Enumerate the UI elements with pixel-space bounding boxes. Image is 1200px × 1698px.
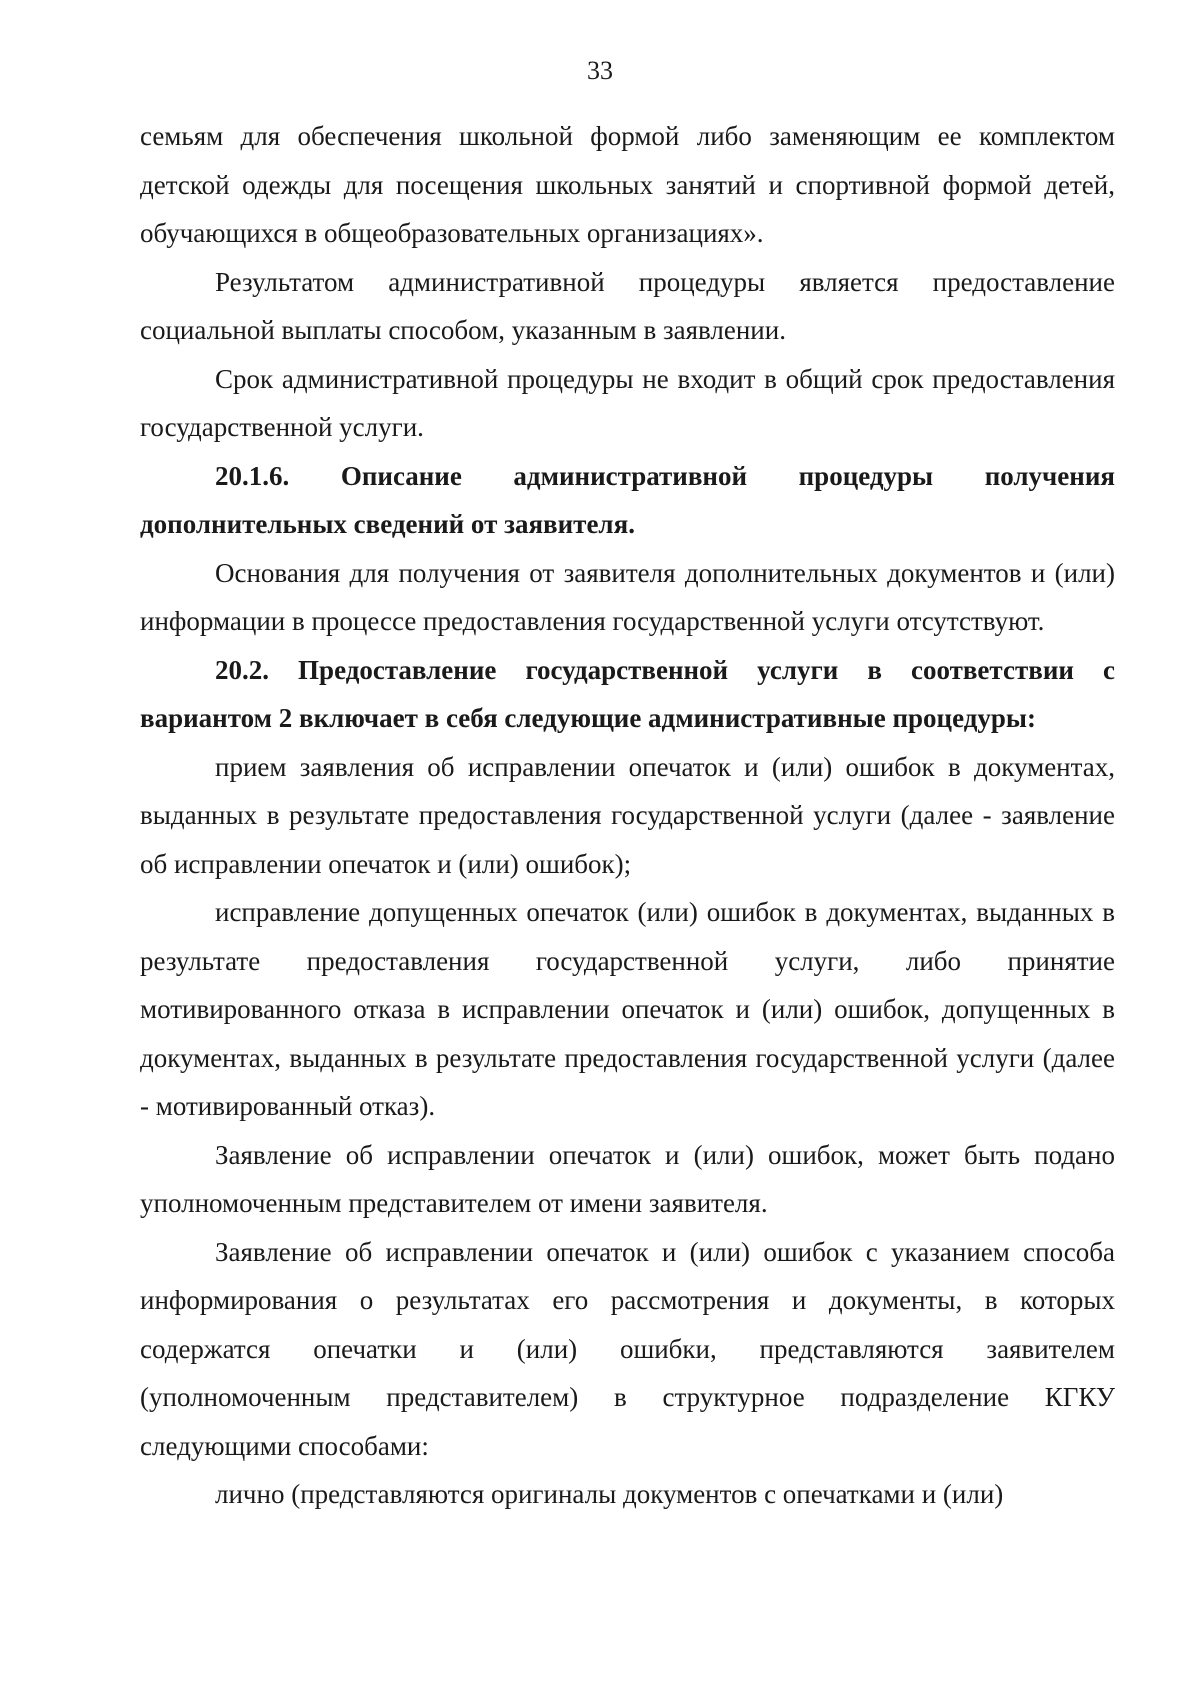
list-item-correction: исправление допущенных опечаток (или) ошибок в документах, выданных в результате предоставления государственной услуги, либо принятие мотивированного отказа в исправлении опечаток и (или) ошибок, допущенных в документах, выданных в результате предоставления государственной услуги (далее - мотивированный отказ). bbox=[140, 897, 1115, 1121]
paragraph-grounds: Основания для получения от заявителя дополнительных документов и (или) информации в процессе предоставления государственной услуги отсутствуют. bbox=[140, 557, 1115, 636]
paragraph-continuation: семьям для обеспечения школьной формой либо заменяющим ее комплектом детской одежды для посещения школьных занятий и спортивной формой детей, обучающихся в общеобразовательных организациях». bbox=[140, 121, 1115, 248]
section-heading-20-2: 20.2. Предоставление государственной услуги в соответствии с вариантом 2 включает в себя следующие административные процедуры: bbox=[140, 654, 1115, 733]
document-body bbox=[140, 112, 1115, 1519]
paragraph-submission: Заявление об исправлении опечаток и (или) ошибок с указанием способа информирования о результатах его рассмотрения и документы, в которых содержатся опечатки и (или) ошибки, представляются заявителем (уполномоченным представителем) в структурное подразделение КГКУ следующими способами: bbox=[140, 1236, 1115, 1461]
paragraph-in-person: лично (представляются оригиналы документов с опечатками и (или) bbox=[215, 1479, 1004, 1509]
paragraph-representative: Заявление об исправлении опечаток и (или) ошибок, может быть подано уполномоченным представителем от имени заявителя. bbox=[140, 1139, 1115, 1218]
paragraph-term: Срок административной процедуры не входит в общий срок предоставления государственной услуги. bbox=[140, 363, 1115, 442]
section-heading-20-1-6: 20.1.6. Описание административной процедуры получения дополнительных сведений от заявителя. bbox=[140, 460, 1115, 539]
list-item-reception: прием заявления об исправлении опечаток и (или) ошибок в документах, выданных в результате предоставления государственной услуги (далее - заявление об исправлении опечаток и (или) ошибок); bbox=[140, 751, 1115, 879]
page-number: 33 bbox=[587, 56, 613, 85]
paragraph-result: Результатом административной процедуры является предоставление социальной выплаты способом, указанным в заявлении. bbox=[140, 266, 1115, 345]
